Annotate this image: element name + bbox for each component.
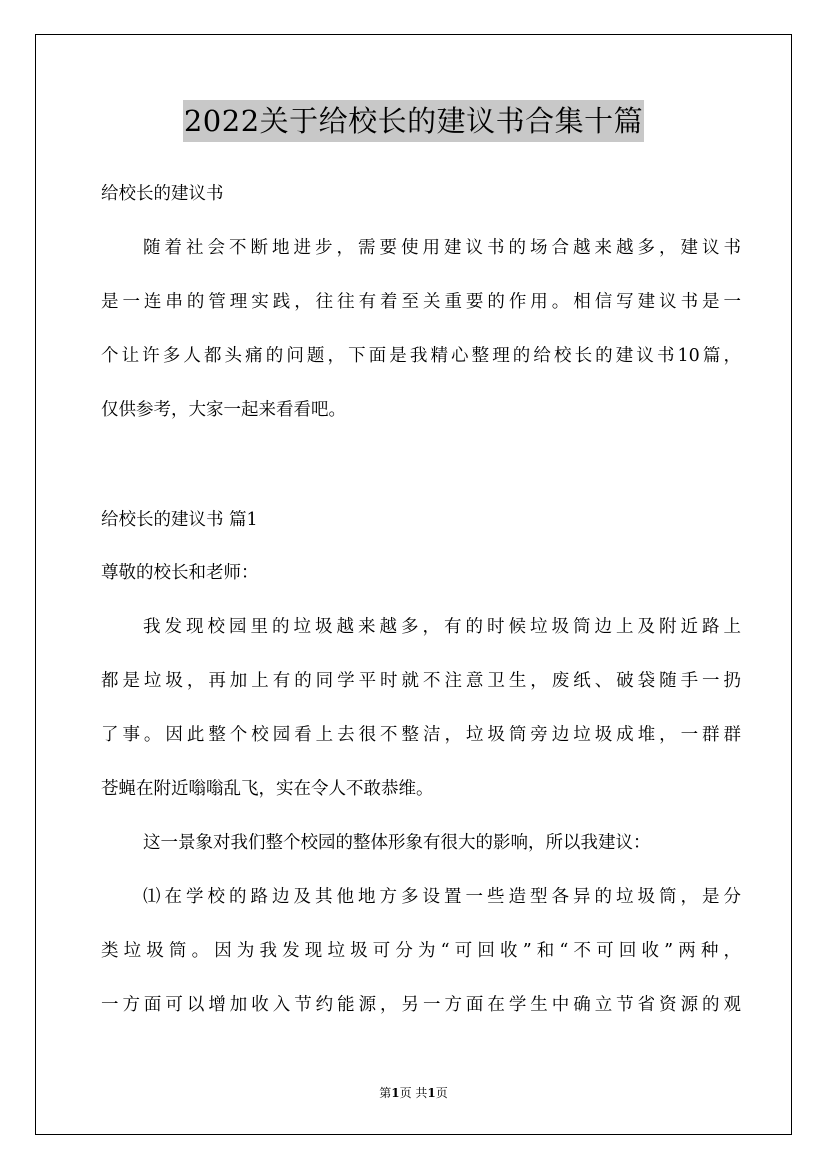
footer-page-number: 1	[391, 1086, 400, 1100]
intro-line-1: 随着社会不断地进步，需要使用建议书的场合越来越多，建议书	[143, 238, 741, 258]
section-heading: 给校长的建议书 篇1	[101, 510, 258, 530]
intro-line-4: 仅供参考，大家一起来看看吧。	[101, 400, 346, 420]
salutation: 尊敬的校长和老师：	[101, 563, 259, 583]
footer-page-total: 1	[427, 1086, 436, 1100]
page-footer	[0, 1085, 827, 1101]
footer-prefix: 第	[379, 1086, 392, 1100]
body-line-7: 类垃圾筒。因为我发现垃圾可分为“可回收”和“不可回收”两种，	[101, 941, 741, 961]
body-line-5: 这一景象对我们整个校园的整体形象有很大的影响，所以我建议：	[143, 833, 651, 853]
body-line-8: 一方面可以增加收入节约能源，另一方面在学生中确立节省资源的观	[101, 995, 741, 1015]
footer-suffix: 页	[435, 1086, 448, 1100]
intro-line-2: 是一连串的管理实践，往往有着至关重要的作用。相信写建议书是一	[101, 292, 741, 312]
intro-line-3: 个让许多人都头痛的问题，下面是我精心整理的给校长的建议书10篇，	[101, 346, 741, 366]
subtitle: 给校长的建议书	[101, 184, 224, 204]
body-line-6: ⑴在学校的路边及其他地方多设置一些造型各异的垃圾筒，是分	[143, 887, 741, 907]
footer-mid: 页 共	[399, 1086, 428, 1100]
body-line-3: 了事。因此整个校园看上去很不整洁，垃圾筒旁边垃圾成堆，一群群	[101, 725, 741, 745]
document-title: 2022关于给校长的建议书合集十篇	[183, 100, 644, 142]
title-container	[0, 100, 827, 142]
body-line-4: 苍蝇在附近嗡嗡乱飞，实在令人不敢恭维。	[101, 779, 434, 799]
body-line-2: 都是垃圾，再加上有的同学平时就不注意卫生，废纸、破袋随手一扔	[101, 671, 741, 691]
body-line-1: 我发现校园里的垃圾越来越多，有的时候垃圾筒边上及附近路上	[143, 617, 741, 637]
